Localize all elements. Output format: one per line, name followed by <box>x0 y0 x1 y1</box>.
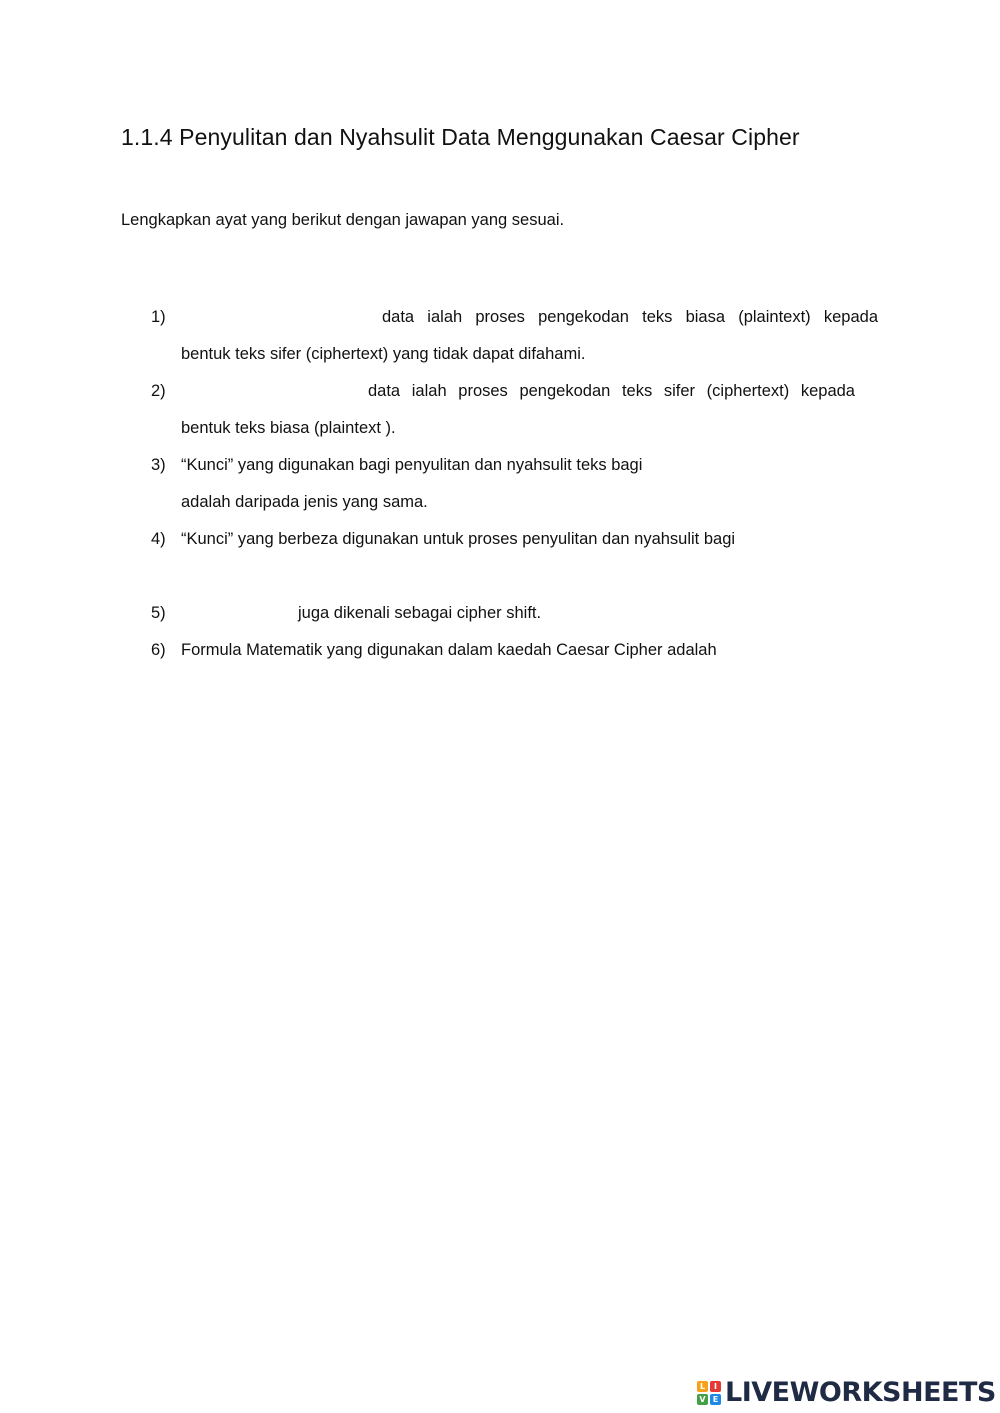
question-3-number: 3) <box>151 456 166 474</box>
liveworksheets-brand-text: LIVEWORKSHEETS <box>725 1377 996 1408</box>
logo-tile-i: I <box>710 1381 721 1392</box>
page-title: 1.1.4 Penyulitan dan Nyahsulit Data Menggunakan Caesar Cipher <box>121 124 800 150</box>
instruction-text: Lengkapkan ayat yang berikut dengan jawapan yang sesuai. <box>121 211 565 229</box>
question-2-number: 2) <box>151 382 166 400</box>
logo-tile-e: E <box>710 1394 721 1405</box>
question-6-line-1: Formula Matematik yang digunakan dalam kaedah Caesar Cipher adalah <box>181 641 717 659</box>
question-1-line-2: bentuk teks sifer (ciphertext) yang tidak dapat difahami. <box>181 345 586 363</box>
question-1-number: 1) <box>151 308 166 326</box>
question-2-line-1: data ialah proses pengekodan teks sifer (ciphertext) kepada <box>368 382 855 400</box>
question-5-line-1: juga dikenali sebagai cipher shift. <box>298 604 542 622</box>
logo-tile-v: V <box>697 1394 708 1405</box>
question-4-line-1: “Kunci” yang berbeza digunakan untuk proses penyulitan dan nyahsulit bagi <box>181 530 736 548</box>
question-2-line-2: bentuk teks biasa (plaintext ). <box>181 419 396 437</box>
logo-tile-l: L <box>697 1381 708 1392</box>
liveworksheets-logo-icon <box>697 1381 721 1405</box>
question-1-line-1: data ialah proses pengekodan teks biasa (plaintext) kepada <box>382 308 878 326</box>
question-3-line-2: adalah daripada jenis yang sama. <box>181 493 428 511</box>
liveworksheets-brand <box>697 1378 996 1408</box>
question-5-number: 5) <box>151 604 166 622</box>
question-4-number: 4) <box>151 530 166 548</box>
question-3-line-1: “Kunci” yang digunakan bagi penyulitan dan nyahsulit teks bagi <box>181 456 643 474</box>
question-6-number: 6) <box>151 641 166 659</box>
